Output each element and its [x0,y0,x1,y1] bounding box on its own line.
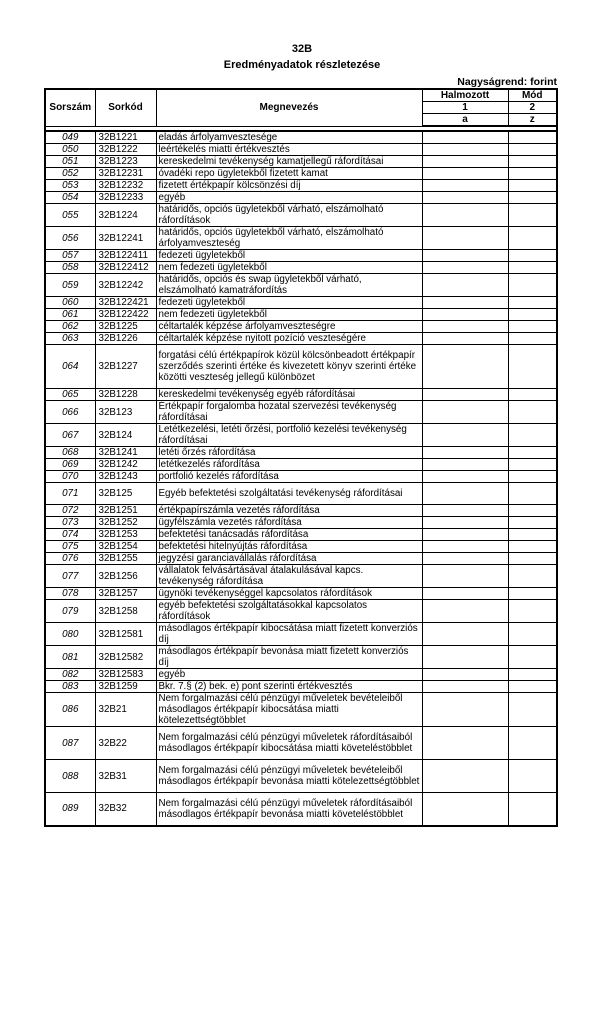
table-row [45,646,557,669]
row-sorszam: 086 [45,693,95,727]
table-row [45,760,557,793]
row-halmozott-cell[interactable] [422,168,508,180]
row-sorszam: 069 [45,459,95,471]
row-megnevezes: eladás árfolyamvesztesége [156,131,422,144]
row-halmozott-cell[interactable] [422,646,508,669]
row-halmozott-cell[interactable] [422,274,508,297]
row-sorkod: 32B124 [95,424,156,447]
row-mod-cell[interactable] [508,274,557,297]
row-megnevezes: Egyéb befektetési szolgáltatási tevékenység ráfordításai [156,483,422,505]
row-halmozott-cell[interactable] [422,793,508,826]
table-row [45,204,557,227]
table-row [45,483,557,505]
row-mod-cell[interactable] [508,204,557,227]
row-mod-cell[interactable] [508,565,557,588]
row-sorkod: 32B12242 [95,274,156,297]
row-sorszam: 055 [45,204,95,227]
row-sorkod: 32B122421 [95,297,156,309]
row-mod-cell[interactable] [508,321,557,333]
row-sorszam: 064 [45,345,95,389]
row-sorkod: 32B1256 [95,565,156,588]
table-row [45,517,557,529]
row-sorkod: 32B1223 [95,156,156,168]
row-sorszam: 068 [45,447,95,459]
row-sorszam: 065 [45,389,95,401]
row-mod-cell[interactable] [508,389,557,401]
row-halmozott-cell[interactable] [422,192,508,204]
row-sorszam: 077 [45,565,95,588]
page-subtitle: Eredményadatok részletezése [223,59,381,71]
row-sorkod: 32B31 [95,760,156,793]
row-halmozott-cell[interactable] [422,131,508,144]
row-mod-cell[interactable] [508,424,557,447]
table-row [45,471,557,483]
row-sorszam: 070 [45,471,95,483]
table-row [45,131,557,144]
row-mod-cell[interactable] [508,588,557,600]
row-mod-cell[interactable] [508,760,557,793]
row-sorszam: 087 [45,727,95,760]
row-mod-cell[interactable] [508,131,557,144]
row-halmozott-cell[interactable] [422,459,508,471]
row-megnevezes: céltartalék képzése nyitott pozíció veszteségére [156,333,422,345]
row-sorkod: 32B12583 [95,669,156,681]
row-halmozott-cell[interactable] [422,517,508,529]
row-sorszam: 061 [45,309,95,321]
row-megnevezes: letéti őrzés ráfordítása [156,447,422,459]
row-sorkod: 32B1242 [95,459,156,471]
table-row [45,541,557,553]
row-mod-cell[interactable] [508,600,557,623]
row-megnevezes: Nem forgalmazási célú pénzügyi műveletek ráfordításaiból másodlagos értékpapír bevonása miatti követeléstöbblet [156,793,422,826]
row-halmozott-cell[interactable] [422,309,508,321]
row-mod-cell[interactable] [508,727,557,760]
table-row [45,192,557,204]
row-sorkod: 32B123 [95,401,156,424]
row-sorszam: 073 [45,517,95,529]
row-sorszam: 072 [45,505,95,517]
table-row [45,424,557,447]
row-halmozott-cell[interactable] [422,424,508,447]
row-sorkod: 32B1252 [95,517,156,529]
row-sorkod: 32B125 [95,483,156,505]
row-sorkod: 32B1257 [95,588,156,600]
row-sorszam: 051 [45,156,95,168]
row-halmozott-cell[interactable] [422,588,508,600]
table-row [45,505,557,517]
row-halmozott-cell[interactable] [422,227,508,250]
row-mod-cell[interactable] [508,227,557,250]
row-halmozott-cell[interactable] [422,483,508,505]
row-sorszam: 053 [45,180,95,192]
row-mod-cell[interactable] [508,471,557,483]
header-sorkod: Sorkód [95,89,156,126]
row-megnevezes: céltartalék képzése árfolyamveszteségre [156,321,422,333]
row-megnevezes: letétkezelés ráfordítása [156,459,422,471]
row-megnevezes: befektetési hitelnyújtás ráfordítása [156,541,422,553]
header-col-z: z [508,114,557,127]
row-sorkod: 32B1228 [95,389,156,401]
table-row [45,793,557,826]
row-sorkod: 32B122412 [95,262,156,274]
row-mod-cell[interactable] [508,345,557,389]
row-mod-cell[interactable] [508,541,557,553]
row-sorkod: 32B1259 [95,681,156,693]
header-halmozott: Halmozott [422,89,508,102]
row-mod-cell[interactable] [508,180,557,192]
row-halmozott-cell[interactable] [422,389,508,401]
header-megnevezes: Megnevezés [156,89,422,126]
row-mod-cell[interactable] [508,459,557,471]
row-sorkod: 32B32 [95,793,156,826]
row-sorkod: 32B1255 [95,553,156,565]
table-row [45,345,557,389]
row-sorszam: 049 [45,131,95,144]
row-sorszam: 050 [45,144,95,156]
row-megnevezes: másodlagos értékpapír bevonása miatt fizetett konverziós díj [156,646,422,669]
row-megnevezes: egyéb [156,192,422,204]
table-row [45,389,557,401]
row-megnevezes: ügynöki tevékenységgel kapcsolatos ráfordítások [156,588,422,600]
row-sorszam: 081 [45,646,95,669]
row-megnevezes: nem fedezeti ügyletekből [156,262,422,274]
row-sorszam: 080 [45,623,95,646]
row-megnevezes: másodlagos értékpapír kibocsátása miatt fizetett konverziós díj [156,623,422,646]
row-sorkod: 32B1226 [95,333,156,345]
row-sorszam: 082 [45,669,95,681]
row-sorszam: 071 [45,483,95,505]
table-row [45,274,557,297]
row-sorkod: 32B1225 [95,321,156,333]
row-megnevezes: portfolió kezelés ráfordítása [156,471,422,483]
row-megnevezes: Nem forgalmazási célú pénzügyi műveletek bevételeiből másodlagos értékpapír bevonása miatti kötelezettségtöbblet [156,760,422,793]
row-halmozott-cell[interactable] [422,727,508,760]
row-megnevezes: jegyzési garanciavállalás ráfordítása [156,553,422,565]
row-sorszam: 054 [45,192,95,204]
row-halmozott-cell[interactable] [422,250,508,262]
row-halmozott-cell[interactable] [422,471,508,483]
table-row [45,553,557,565]
row-megnevezes: Letétkezelési, letéti őrzési, portfolió kezelési tevékenység ráfordításai [156,424,422,447]
row-megnevezes: határidős, opciós ügyletekből várható, elszámolható árfolyamveszteség [156,227,422,250]
row-sorszam: 059 [45,274,95,297]
row-halmozott-cell[interactable] [422,345,508,389]
row-sorkod: 32B12241 [95,227,156,250]
row-mod-cell[interactable] [508,144,557,156]
row-mod-cell[interactable] [508,262,557,274]
row-sorkod: 32B1253 [95,529,156,541]
data-table [44,88,558,827]
row-sorkod: 32B1243 [95,471,156,483]
row-mod-cell[interactable] [508,156,557,168]
row-sorkod: 32B1227 [95,345,156,389]
row-sorszam: 063 [45,333,95,345]
table-row [45,401,557,424]
row-sorkod: 32B12231 [95,168,156,180]
table-row [45,727,557,760]
row-halmozott-cell[interactable] [422,541,508,553]
row-mod-cell[interactable] [508,483,557,505]
row-mod-cell[interactable] [508,623,557,646]
row-sorszam: 083 [45,681,95,693]
row-sorszam: 066 [45,401,95,424]
header-sorszam: Sorszám [45,89,95,126]
row-mod-cell[interactable] [508,681,557,693]
row-megnevezes: kereskedelmi tevékenység egyéb ráfordításai [156,389,422,401]
row-sorkod: 32B1221 [95,131,156,144]
row-megnevezes: határidős, opciós és swap ügyletekből várható, elszámolható kamatráfordítás [156,274,422,297]
table-row [45,681,557,693]
row-megnevezes: egyéb [156,669,422,681]
row-sorszam: 078 [45,588,95,600]
row-sorkod: 32B122422 [95,309,156,321]
table-row [45,529,557,541]
row-halmozott-cell[interactable] [422,297,508,309]
header-mod: Mód [508,89,557,102]
row-sorszam: 088 [45,760,95,793]
row-sorkod: 32B1251 [95,505,156,517]
row-sorszam: 075 [45,541,95,553]
table-row [45,333,557,345]
row-sorszam: 062 [45,321,95,333]
row-mod-cell[interactable] [508,297,557,309]
table-row [45,669,557,681]
row-sorkod: 32B1254 [95,541,156,553]
row-halmozott-cell[interactable] [422,760,508,793]
row-mod-cell[interactable] [508,250,557,262]
table-row [45,459,557,471]
header-col-1: 1 [422,102,508,114]
row-halmozott-cell[interactable] [422,693,508,727]
unit-label: Nagyságrend: forint [457,76,557,88]
row-mod-cell[interactable] [508,333,557,345]
row-mod-cell[interactable] [508,309,557,321]
row-megnevezes: befektetési tanácsadás ráfordítása [156,529,422,541]
row-megnevezes: határidős, opciós ügyletekből várható, elszámolható ráfordítások [156,204,422,227]
row-halmozott-cell[interactable] [422,180,508,192]
row-mod-cell[interactable] [508,793,557,826]
row-sorkod: 32B12582 [95,646,156,669]
table-row [45,250,557,262]
row-halmozott-cell[interactable] [422,681,508,693]
row-mod-cell[interactable] [508,553,557,565]
row-megnevezes: értékpapírszámla vezetés ráfordítása [156,505,422,517]
row-halmozott-cell[interactable] [422,333,508,345]
row-halmozott-cell[interactable] [422,669,508,681]
row-halmozott-cell[interactable] [422,262,508,274]
row-mod-cell[interactable] [508,505,557,517]
row-halmozott-cell[interactable] [422,204,508,227]
row-mod-cell[interactable] [508,192,557,204]
row-megnevezes: fedezeti ügyletekből [156,250,422,262]
row-mod-cell[interactable] [508,646,557,669]
row-sorkod: 32B12581 [95,623,156,646]
row-sorkod: 32B1224 [95,204,156,227]
row-sorkod: 32B1222 [95,144,156,156]
row-sorszam: 067 [45,424,95,447]
row-halmozott-cell[interactable] [422,623,508,646]
table-row [45,144,557,156]
table-row [45,156,557,168]
table-row [45,447,557,459]
table-row [45,693,557,727]
row-sorszam: 079 [45,600,95,623]
row-halmozott-cell[interactable] [422,447,508,459]
row-megnevezes: Értékpapír forgalomba hozatal szervezési tevékenység ráfordításai [156,401,422,424]
row-megnevezes: Nem forgalmazási célú pénzügyi műveletek ráfordításaiból másodlagos értékpapír kibocsátása miatti követeléstöbblet [156,727,422,760]
row-megnevezes: forgatási célú értékpapírok közül kölcsönbeadott értékpapír szerződés szerinti értéke és kivezetett könyv szerinti értéke közötti veszteség jellegű különbözet [156,345,422,389]
table-row [45,600,557,623]
row-megnevezes: egyéb befektetési szolgáltatásokkal kapcsolatos ráfordítások [156,600,422,623]
row-mod-cell[interactable] [508,529,557,541]
table-row [45,297,557,309]
row-halmozott-cell[interactable] [422,505,508,517]
row-sorkod: 32B1258 [95,600,156,623]
header-col-2: 2 [508,102,557,114]
row-sorkod: 32B22 [95,727,156,760]
table-row [45,180,557,192]
row-sorszam: 060 [45,297,95,309]
row-sorszam: 052 [45,168,95,180]
table-row [45,321,557,333]
row-mod-cell[interactable] [508,168,557,180]
row-sorszam: 058 [45,262,95,274]
row-halmozott-cell[interactable] [422,529,508,541]
row-mod-cell[interactable] [508,693,557,727]
row-megnevezes: nem fedezeti ügyletekből [156,309,422,321]
row-mod-cell[interactable] [508,447,557,459]
row-megnevezes: leértékelés miatti értékvesztés [156,144,422,156]
row-sorkod: 32B1241 [95,447,156,459]
row-sorszam: 089 [45,793,95,826]
row-sorszam: 056 [45,227,95,250]
row-sorszam: 074 [45,529,95,541]
row-sorszam: 076 [45,553,95,565]
table-body [45,131,557,826]
row-halmozott-cell[interactable] [422,553,508,565]
row-megnevezes: fizetett értékpapír kölcsönzési díj [156,180,422,192]
page-title: 32B [291,43,313,55]
row-halmozott-cell[interactable] [422,600,508,623]
row-mod-cell[interactable] [508,517,557,529]
table-row [45,168,557,180]
row-halmozott-cell[interactable] [422,401,508,424]
row-sorkod: 32B122411 [95,250,156,262]
row-megnevezes: óvadéki repo ügyletekből fizetett kamat [156,168,422,180]
row-mod-cell[interactable] [508,401,557,424]
row-sorszam: 057 [45,250,95,262]
table-row [45,588,557,600]
row-halmozott-cell[interactable] [422,321,508,333]
row-megnevezes: kereskedelmi tevékenység kamatjellegű ráfordításai [156,156,422,168]
row-sorkod: 32B21 [95,693,156,727]
row-megnevezes: Bkr. 7.§ (2) bek. e) pont szerinti értékvesztés [156,681,422,693]
row-halmozott-cell[interactable] [422,565,508,588]
row-sorkod: 32B12232 [95,180,156,192]
row-megnevezes: ügyfélszámla vezetés ráfordítása [156,517,422,529]
table-row [45,262,557,274]
row-halmozott-cell[interactable] [422,156,508,168]
table-row [45,623,557,646]
row-megnevezes: vállalatok felvásártásával átalakulásával kapcs. tevékenység ráfordítása [156,565,422,588]
row-megnevezes: Nem forgalmazási célú pénzügyi műveletek bevételeiből másodlagos értékpapír kibocsátása miatti kötelezettségtöbblet [156,693,422,727]
row-halmozott-cell[interactable] [422,144,508,156]
table-row [45,227,557,250]
table-row [45,565,557,588]
header-col-a: a [422,114,508,127]
row-sorkod: 32B12233 [95,192,156,204]
table-row [45,309,557,321]
row-mod-cell[interactable] [508,669,557,681]
row-megnevezes: fedezeti ügyletekből [156,297,422,309]
